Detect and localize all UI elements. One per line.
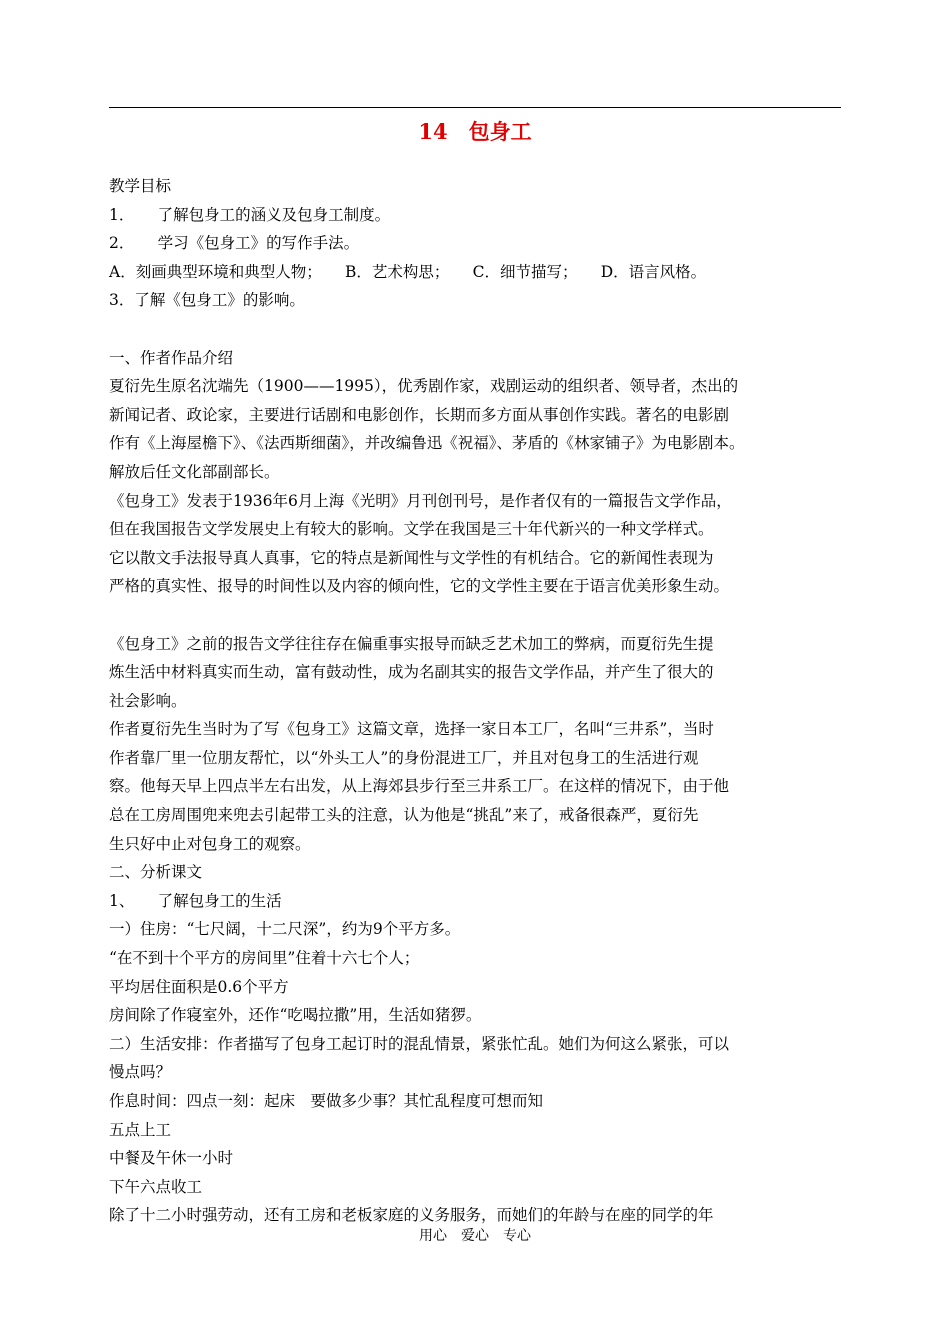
text-line: 严格的真实性、报导的时间性以及内容的倾向性，它的文学性主要在于语言优美形象生动。 (109, 577, 730, 596)
text-line: 《包身工》之前的报告文学往往存在偏重事实报导而缺乏艺术加工的弊病，而夏衍先生提 (109, 634, 714, 653)
text-line: 教学目标 (109, 177, 172, 195)
text-line: 但在我国报告文学发展史上有较大的影响。文学在我国是三十年代新兴的一种文学样式。 (109, 520, 714, 539)
text-line: 1、 了解包身工的生活 (109, 891, 282, 910)
text-line: 一）住房：“七尺阔，十二尺深”，约为9个平方多。 (109, 920, 461, 939)
blank-line (109, 601, 847, 630)
text-line: 《包身工》发表于1936年6月上海《光明》月刊创刊号，是作者仅有的一篇报告文学作品， (109, 491, 732, 510)
text-line: 平均居住面积是0.6个平方 (109, 977, 289, 996)
text-line: 下午六点收工 (109, 1177, 203, 1196)
text-line: 新闻记者、政论家，主要进行话剧和电影创作，长期而多方面从事创作实践。著名的电影剧 (109, 405, 730, 424)
text-line: 除了十二小时强劳动，还有工房和老板家庭的义务服务，而她们的年龄与在座的同学的年 (109, 1206, 714, 1225)
text-line: 2． 学习《包身工》的写作手法。 (109, 234, 360, 253)
text-line: 一、作者作品介绍 (109, 348, 234, 367)
text-line: 3．了解《包身工》的影响。 (109, 291, 305, 310)
text-line: 中餐及午休一小时 (109, 1149, 234, 1168)
text-line: 夏衍先生原名沈端先（1900——1995），优秀剧作家，戏剧运动的组织者、领导者，杰出的 (109, 377, 739, 396)
text-line: 二）生活安排：作者描写了包身工起订时的混乱情景，紧张忙乱。她们为何这么紧张，可以 (109, 1034, 730, 1053)
page-title: 14 包身工 (418, 119, 532, 144)
page-footer: 用心 爱心 专心 (419, 1228, 531, 1244)
text-line: 二、分析课文 (109, 863, 203, 882)
text-line: “在不到十个平方的房间里”住着十六七个人； (109, 949, 420, 968)
blank-line (109, 315, 847, 344)
text-line: 作有《上海屋檐下》、《法西斯细菌》，并改编鲁迅《祝福》、茅盾的《林家铺子》为电影剧本。 (109, 434, 745, 453)
text-line: 总在工房周围兜来兜去引起带工头的注意，认为他是“挑乱”来了，戒备很森严，夏衍先 (109, 806, 699, 825)
text-line: 作息时间：四点一刻：起床 要做多少事？其忙乱程度可想而知 (109, 1092, 544, 1110)
text-line: 作者靠厂里一位朋友帮忙，以“外头工人”的身份混进工厂，并且对包身工的生活进行观 (109, 748, 699, 767)
text-line: 它以散文手法报导真人真事，它的特点是新闻性与文学性的有机结合。它的新闻性表现为 (109, 548, 714, 567)
text-line: A．刻画典型环境和典型人物； B．艺术构思； C．细节描写； D．语言风格。 (109, 262, 707, 281)
text-line: 解放后任文化部副部长。 (109, 462, 280, 481)
header-rule (109, 107, 841, 108)
text-line: 作者夏衍先生当时为了写《包身工》这篇文章，选择一家日本工厂，名叫“三井系”，当时 (109, 720, 714, 739)
text-line: 生只好中止对包身工的观察。 (109, 834, 311, 853)
document-body (109, 172, 847, 1230)
text-line: 慢点吗？ (109, 1063, 172, 1082)
text-line: 房间除了作寝室外，还作“吃喝拉撒”用，生活如猪猡。 (109, 1006, 482, 1025)
text-line: 1． 了解包身工的涵义及包身工制度。 (109, 205, 391, 224)
text-line: 社会影响。 (109, 691, 187, 710)
text-line: 察。他每天早上四点半左右出发，从上海郊县步行至三井系工厂。在这样的情况下，由于他 (109, 777, 730, 796)
text-line: 五点上工 (109, 1120, 172, 1139)
text-line: 炼生活中材料真实而生动，富有鼓动性，成为名副其实的报告文学作品，并产生了很大的 (109, 663, 714, 682)
